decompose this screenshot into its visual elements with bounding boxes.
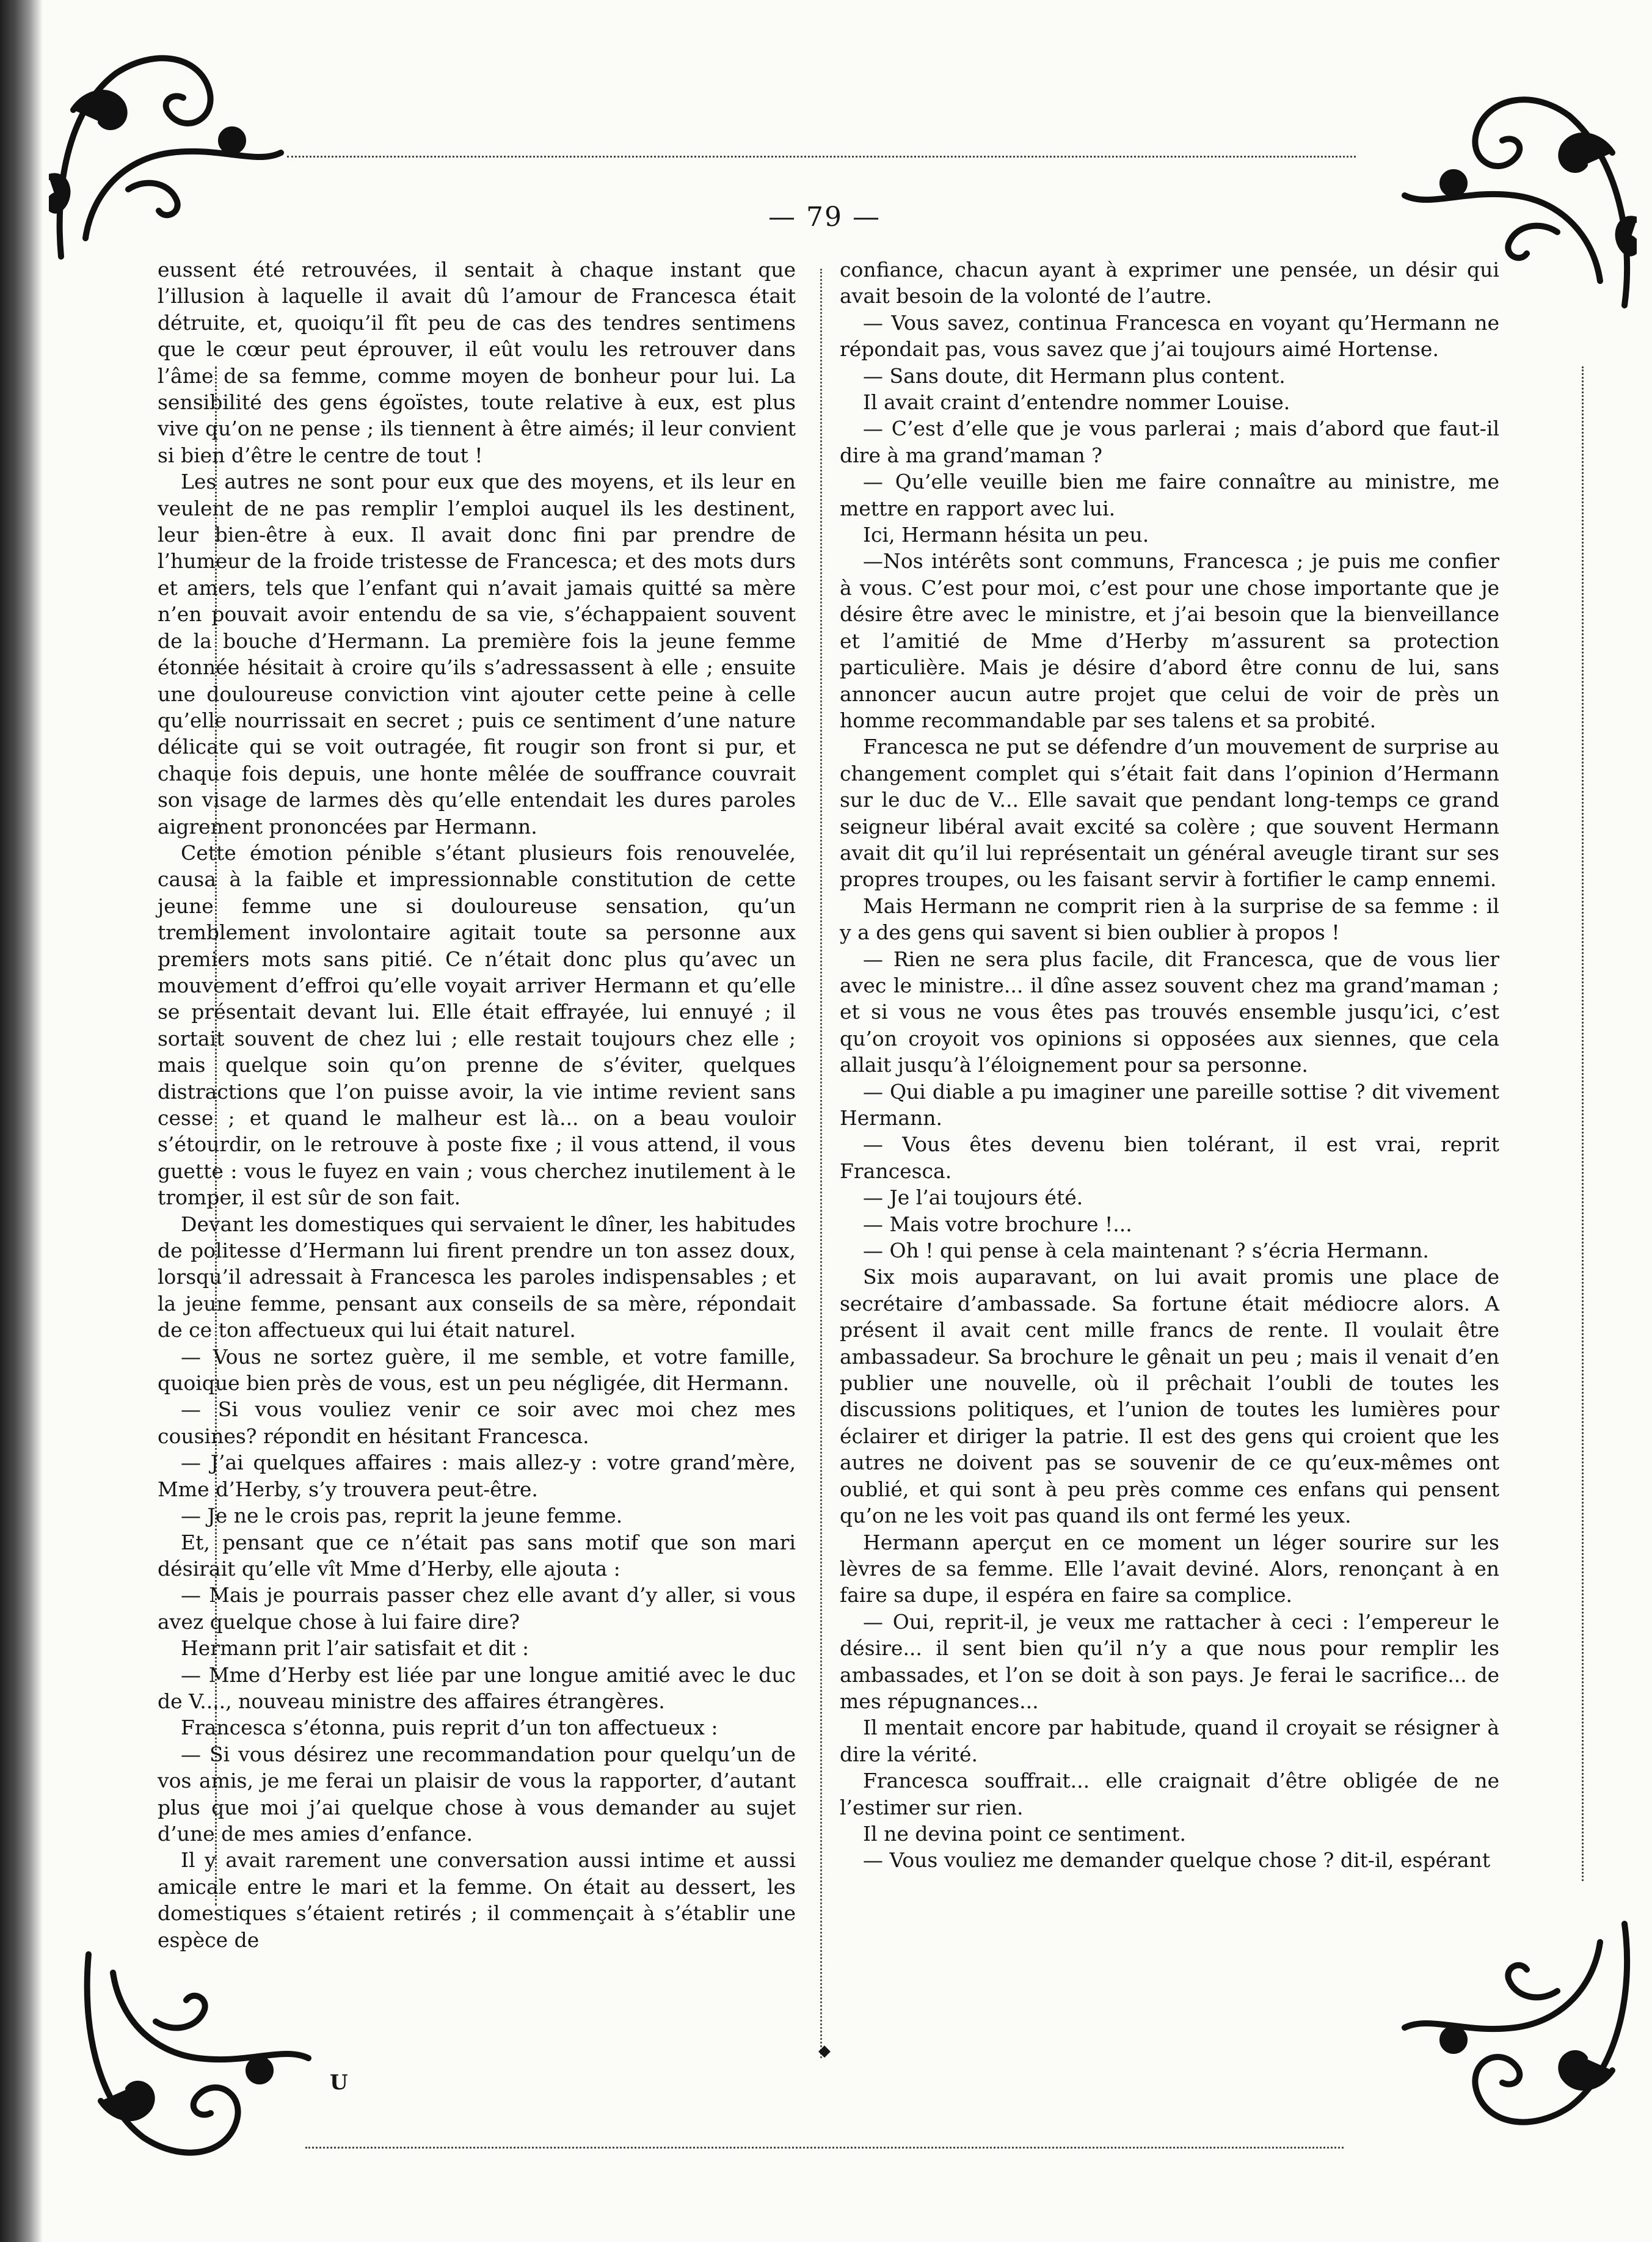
paragraph: Francesca souffrait... elle craignait d’être obligée de ne l’estimer sur rien. — [840, 1769, 1499, 1819]
paragraph: Il y avait rarement une conversation aussi intime et aussi amicale entre le mari et la femme. On était au dessert, les domestiques s’étaient retirés ; il commençait à s’établir une espèce de — [158, 1848, 796, 1952]
paragraph: — Vous savez, continua Francesca en voyant qu’Hermann ne répondait pas, vous savez que j’ai toujours aimé Hortense. — [840, 310, 1499, 362]
signature-mark: U — [330, 2070, 348, 2095]
paragraph: — Si vous vouliez venir ce soir avec moi chez mes cousines? répondit en hésitant Francesca. — [158, 1397, 796, 1448]
paragraph: eussent été retrouvées, il sentait à chaque instant que l’illusion à laquelle il avait dû l’amour de Francesca était détruite, et, quoiqu’il fît peu de cas des tendres sentimens que le cœur peut éprouver, il eût voulu les retrouver dans l’âme de sa femme, comme moyen de bonheur pour lui. La sensibilité des gens égoïstes, toute relative à eux, est plus vive qu’on ne pense ; ils tiennent à être aimés; il leur convient si bien d’être le centre de tout ! — [158, 258, 796, 467]
top-border-rule — [287, 156, 1356, 158]
paragraph: — Qu’elle veuille bien me faire connaître au ministre, me mettre en rapport avec lui. — [840, 470, 1499, 520]
paragraph: Ici, Hermann hésita un peu. — [863, 523, 1149, 547]
paragraph: Les autres ne sont pour eux que des moyens, et ils leur en veulent de ne pas remplir l’emploi auquel ils les destinent, leur bien-être à eux. Il avait donc fini par prendre de l’humeur de la froide tristesse de Francesca; et des mots durs et amers, tels que l’enfant qui n’avait jamais quitté sa mère n’en pouvait avoir entendu de sa vie, s’échappaient souvent de la bouche d’Hermann. La première fois la jeune femme étonnée hésitait à croire qu’ils s’adressassent à elle ; ensuite une douloureuse conviction vint ajouter cette peine à celle qu’elle nourrissait en secret ; puis ce sentiment d’une nature délicate qui se voit outragée, fit rougir son front si pur, et chaque fois depuis, une honte mêlée de souffrance couvrait son visage de larmes dès qu’elle entendait les dures paroles aigrement prononcées par Hermann. — [158, 470, 796, 839]
right-text-column — [840, 257, 1499, 1874]
paragraph: — Rien ne sera plus facile, dit Francesca, que de vous lier avec le ministre... il dîne assez souvent chez ma grand’maman ; et si vous ne vous êtes pas trouvés ensemble jusqu’ici, c’est qu’on croyoit vos opinions si opposées aux siennes, que cela allait jusqu’à l’éloignement pour sa personne. — [840, 947, 1499, 1077]
bullet-icon: ◆ — [818, 2042, 831, 2060]
paragraph: Six mois auparavant, on lui avait promis une place de secrétaire d’ambassade. Sa fortune était médiocre alors. A présent il avait cent mille francs de rente. Il voulait être ambassadeur. Sa brochure le gênait un peu ; mais il venait d’en publier une nouvelle, où il prêchait l’oubli de toutes les discussions politiques, et l’union de toutes les lumières pour éclairer et diriger la patrie. Il est des gens qui croient que les autres ne doivent pas se souvenir de ce qu’eux-mêmes ont oublié, et qui sont à peu près comme ces enfans qui pensent qu’on ne les voit pas quand ils ont fermé les yeux. — [840, 1265, 1499, 1528]
paragraph: Il ne devina point ce sentiment. — [863, 1821, 1187, 1846]
page-number: — 79 — — [768, 202, 881, 233]
paragraph: — Oui, reprit-il, je veux me rattacher à ceci : l’empereur le désire... il sent bien qu’il n’y a que nous pour remplir les ambassades, et l’on se doit à son pays. Je ferai le sacrifice... de mes répugnances... — [840, 1609, 1499, 1713]
paragraph: confiance, chacun ayant à exprimer une pensée, un désir qui avait besoin de la volonté de l’autre. — [840, 258, 1499, 308]
paragraph: — Mais votre brochure !... — [863, 1212, 1132, 1236]
paragraph: — Je ne le crois pas, reprit la jeune femme. — [181, 1504, 623, 1528]
paragraph: Francesca ne put se défendre d’un mouvement de surprise au changement complet qui s’était fait dans l’opinion d’Hermann sur le duc de V... Elle savait que pendant long-temps ce grand seigneur libéral avait excité sa colère ; que souvent Hermann avait dit qu’il lui représentait un général aveugle tirant sur ses propres troupes, ou les faisant servir à fortifier le camp ennemi. — [840, 735, 1499, 892]
scroll-ornament-icon — [76, 1942, 321, 2174]
paragraph: Mais Hermann ne comprit rien à la surprise de sa femme : il y a des gens qui savent si bien oublier à propos ! — [840, 894, 1499, 945]
paragraph: — C’est d’elle que je vous parlerai ; mais d’abord que faut-il dire à ma grand’maman ? — [840, 417, 1499, 467]
column-divider-rule — [820, 269, 822, 2058]
paragraph: — Je l’ai toujours été. — [863, 1185, 1083, 1210]
paragraph: — Si vous désirez une recommandation pour quelqu’un de vos amis, je me ferai un plaisir de vous la rapporter, d’autant plus que moi j’ai quelque chose à vous demander au sujet d’une de mes amies d’enfance. — [158, 1742, 796, 1846]
scan-dark-edge — [0, 0, 43, 2242]
paragraph: — Sans doute, dit Hermann plus content. — [863, 363, 1286, 388]
paragraph: —Nos intérêts sont communs, Francesca ; je puis me confier à vous. C’est pour moi, c’est pour une chose importante que je désire être avec le ministre, et j’ai besoin que la bienveillance et l’amitié de Mme d’Herby m’assurent sa protection particulière. Mais je désire d’abord être connu de lui, sans annoncer aucun autre projet que celui de voir de près un homme recommandable par ses talens et sa probité. — [840, 549, 1499, 732]
paragraph: — Qui diable a pu imaginer une pareille sottise ? dit vivement Hermann. — [840, 1079, 1499, 1130]
paragraph: Devant les domestiques qui servaient le dîner, les habitudes de politesse d’Hermann lui firent prendre un ton assez doux, lorsqu’il adressait à Francesca les paroles indispensables ; et la jeune femme, pensant aux conseils de sa mère, répondait de ce ton affectueux qui lui était naturel. — [158, 1212, 796, 1342]
right-border-rule — [1582, 366, 1584, 1881]
paragraph: Il avait craint d’entendre nommer Louise. — [863, 390, 1290, 415]
paragraph: — Oh ! qui pense à cela maintenant ? s’écria Hermann. — [863, 1239, 1429, 1263]
paragraph: Cette émotion pénible s’étant plusieurs fois renouvelée, causa à la faible et impressionnable constitution de cette jeune femme une si douloureuse sensation, qu’un tremblement involontaire agitait toute sa personne aux premiers mots sans pitié. Ce n’était donc plus qu’avec un mouvement d’effroi qu’elle voyait arriver Hermann et qu’elle se présentait devant lui. Elle était effrayée, lui ennuyé ; il sortait souvent de chez lui ; elle restait toujours chez elle ; mais quelque soin qu’on prenne de s’éviter, quelques distractions que l’on puisse avoir, la vie intime revient sans cesse ; et quand le malheur est là... on a beau vouloir s’étourdir, on le retrouve à poste fixe ; il vous attend, il vous guette : vous le fuyez en vain ; vous cherchez inutilement à le tromper, il est sûr de son fait. — [158, 840, 796, 1210]
paragraph: Il mentait encore par habitude, quand il croyait se résigner à dire la vérité. — [840, 1716, 1499, 1766]
bottom-border-rule — [305, 2147, 1344, 2149]
paragraph: Et, pensant que ce n’était pas sans motif que son mari désirait qu’elle vît Mme d’Herby, elle ajouta : — [158, 1530, 796, 1581]
paragraph: — Mme d’Herby est liée par une longue amitié avec le duc de V...., nouveau ministre des affaires étrangères. — [158, 1662, 796, 1713]
paragraph: Francesca s’étonna, puis reprit d’un ton affectueux : — [181, 1716, 718, 1740]
scroll-ornament-icon — [1392, 1912, 1637, 2144]
scroll-ornament-icon — [49, 37, 293, 269]
paragraph: — Vous êtes devenu bien tolérant, il est vrai, reprit Francesca. — [840, 1132, 1499, 1183]
paragraph: — Vous ne sortez guère, il me semble, et votre famille, quoique bien près de vous, est un peu négligée, dit Hermann. — [158, 1344, 796, 1396]
paragraph: Hermann aperçut en ce moment un léger sourire sur les lèvres de sa femme. Elle l’avait deviné. Alors, renonçant à en faire sa dupe, il espéra en faire sa complice. — [840, 1530, 1499, 1607]
paragraph: — J’ai quelques affaires : mais allez-y : votre grand’mère, Mme d’Herby, s’y trouvera peut-être. — [158, 1450, 796, 1501]
paragraph: Hermann prit l’air satisfait et dit : — [181, 1636, 529, 1661]
paragraph: — Mais je pourrais passer chez elle avant d’y aller, si vous avez quelque chose à lui faire dire? — [158, 1583, 796, 1634]
left-text-column — [158, 257, 796, 1953]
paragraph: — Vous vouliez me demander quelque chose ? dit-il, espérant — [863, 1848, 1491, 1873]
